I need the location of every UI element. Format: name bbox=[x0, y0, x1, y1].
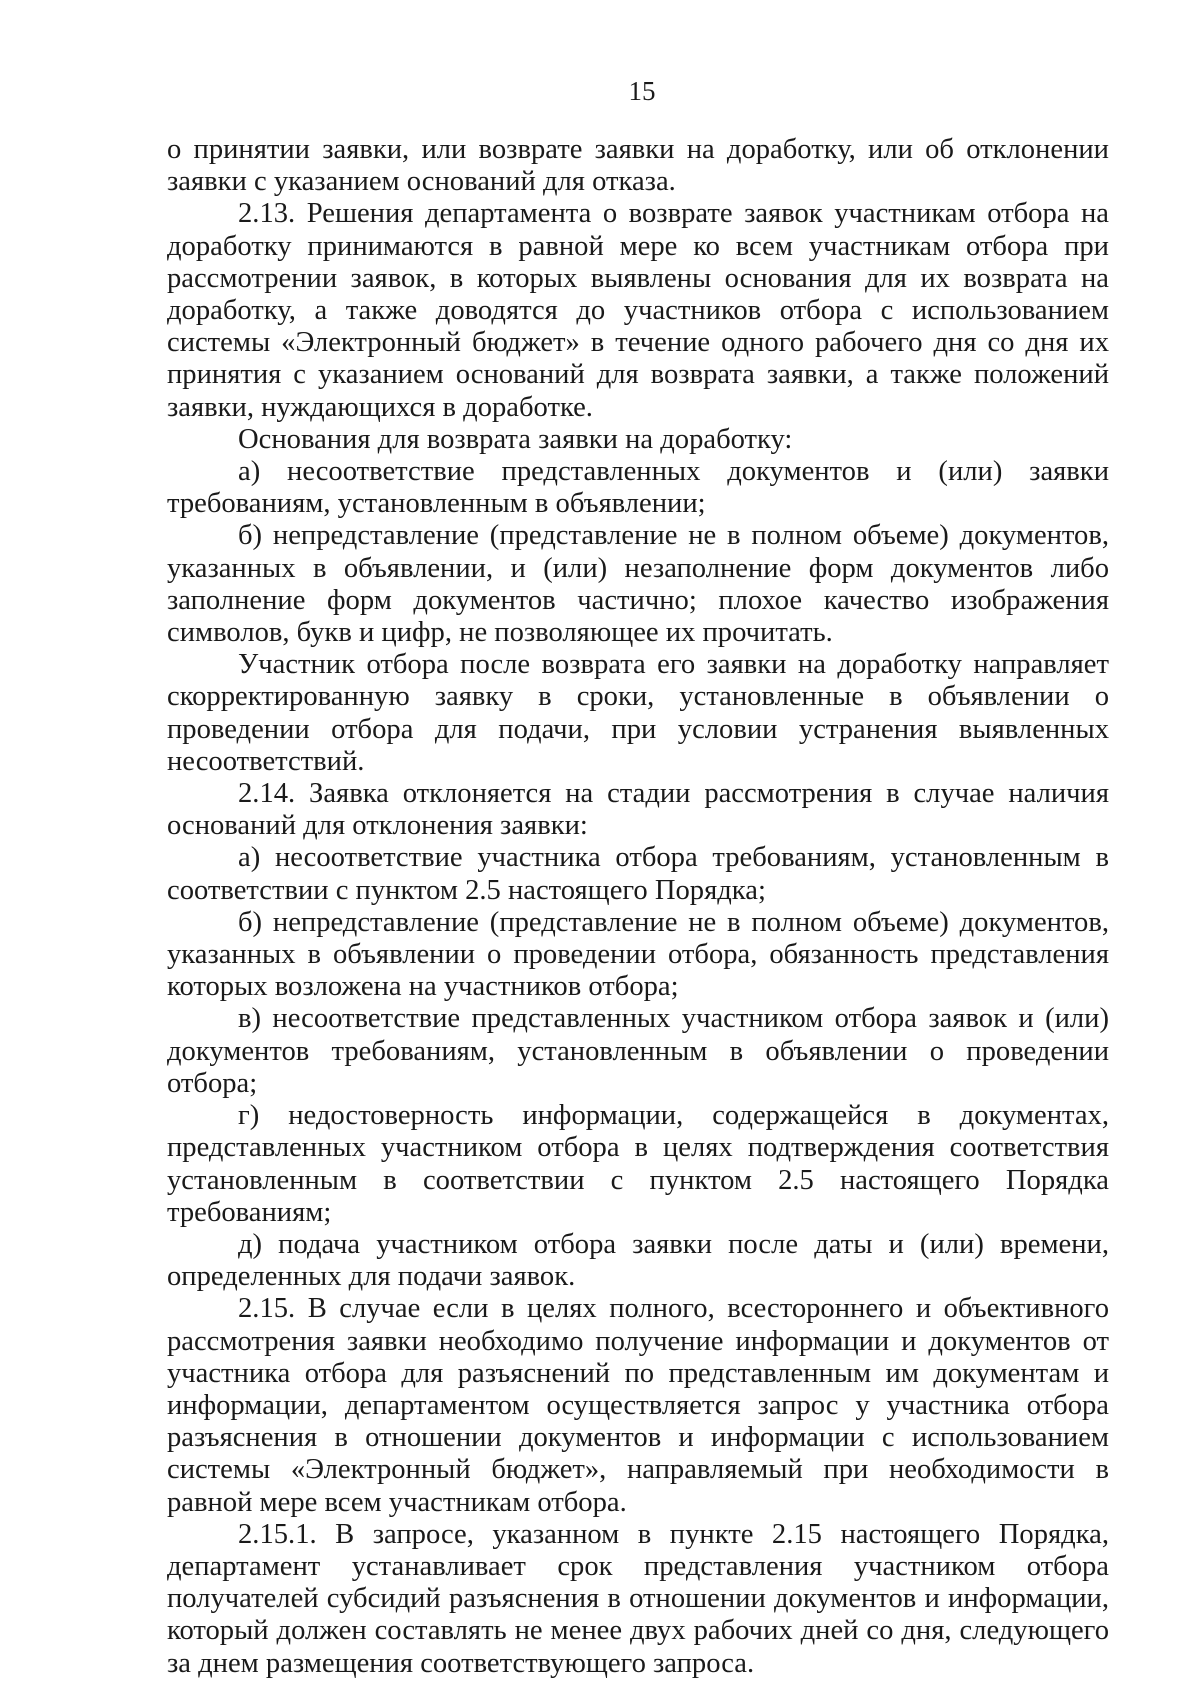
paragraph: б) непредставление (представление не в полном объеме) документов, указанных в объявлении, и (или) незаполнение форм документов либо заполнение форм документов частично; плохое качество изображения символов, букв и цифр, не позволяющее их прочитать. bbox=[167, 520, 1109, 649]
page-number: 15 bbox=[628, 76, 656, 106]
paragraph: д) подача участником отбора заявки после даты и (или) времени, определенных для подачи заявок. bbox=[167, 1228, 1109, 1293]
paragraph: а) несоответствие участника отбора требованиям, установленным в соответствии с пунктом 2.5 настоящего Порядка; bbox=[167, 842, 1109, 906]
paragraph: 2.13. Решения департамента о возврате заявок участникам отбора на доработку принимаются в равной мере ко всем участникам отбора при рассмотрении заявок, в которых выявлены основания для их возврата на доработку, а также доводятся до участников отбора с использованием системы «Электронный бюджет» в течение одного рабочего дня со дня их принятия с указанием оснований для возврата заявки, а также положений заявки, нуждающихся в доработке. bbox=[167, 198, 1109, 423]
paragraph: б) непредставление (представление не в полном объеме) документов, указанных в объявлении о проведении отбора, обязанность представления которых возложена на участников отбора; bbox=[167, 906, 1109, 1003]
paragraph: о принятии заявки, или возврате заявки на доработку, или об отклонении заявки с указанием оснований для отказа. bbox=[167, 134, 1109, 198]
paragraph: г) недостоверность информации, содержащейся в документах, представленных участником отбора в целях подтверждения соответствия установленным в соответствии с пунктом 2.5 настоящего Порядка требованиям; bbox=[167, 1100, 1109, 1228]
paragraph: 2.15. В случае если в целях полного, всестороннего и объективного рассмотрения заявки необходимо получение информации и документов от участника отбора для разъяснений по представленным им документам и информации, департаментом осуществляется запрос у участника отбора разъяснения в отношении документов и информации с использованием системы «Электронный бюджет», направляемый при необходимости в равной мере всем участникам отбора. bbox=[167, 1293, 1109, 1518]
paragraph: в) несоответствие представленных участником отбора заявок и (или) документов требованиям, установленным в объявлении о проведении отбора; bbox=[167, 1003, 1109, 1099]
paragraph: 2.14. Заявка отклоняется на стадии рассмотрения в случае наличия оснований для отклонения заявки: bbox=[167, 778, 1109, 842]
document-body bbox=[167, 134, 1109, 1680]
paragraph: а) несоответствие представленных документов и (или) заявки требованиям, установленным в объявлении; bbox=[167, 456, 1109, 520]
paragraph: Участник отбора после возврата его заявки на доработку направляет скорректированную заявку в сроки, установленные в объявлении о проведении отбора для подачи, при условии устранения выявленных несоответствий. bbox=[167, 649, 1109, 777]
paragraph: 2.15.1. В запросе, указанном в пункте 2.15 настоящего Порядка, департамент устанавливает срок представления участником отбора получателей субсидий разъяснения в отношении документов и информации, который должен составлять не менее двух рабочих дней со дня, следующего за днем размещения соответствующего запроса. bbox=[167, 1518, 1109, 1679]
paragraph: Основания для возврата заявки на доработку: bbox=[238, 423, 793, 455]
